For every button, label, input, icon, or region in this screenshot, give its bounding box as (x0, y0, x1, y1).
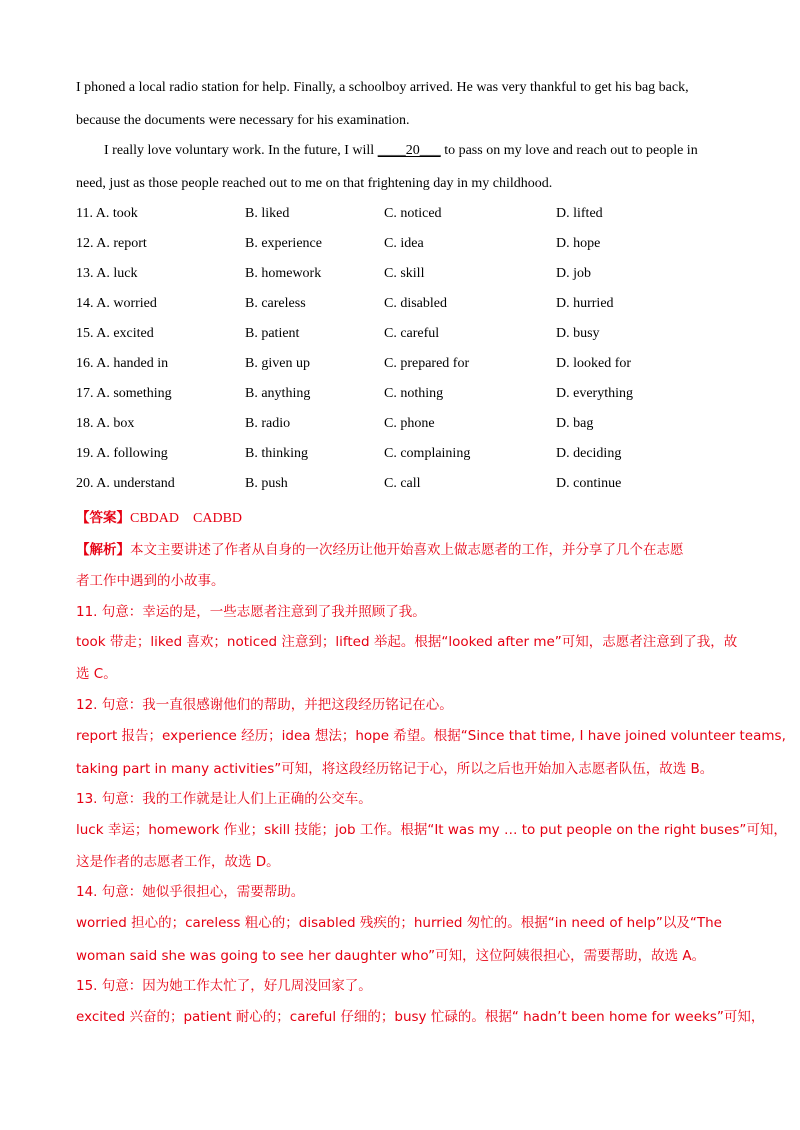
explanation-line: took 带走；liked 喜欢；noticed 注意到；lifted 举起。根据“looked after me”可知，志愿者注意到了我，故 (76, 634, 738, 650)
option-a: 20. A. understand (76, 476, 175, 491)
option-c: C. disabled (384, 296, 447, 311)
analysis-text: 本文主要讲述了作者从自身的一次经历让他开始喜欢上做志愿者的工作，并分享了几个在志愿 (130, 542, 684, 558)
option-d: D. hope (556, 236, 601, 251)
analysis-label: 【解析】 (76, 542, 130, 558)
question-row-17 (76, 386, 736, 404)
option-d: D. everything (556, 386, 633, 401)
option-b: B. anything (245, 386, 311, 401)
option-d: D. lifted (556, 206, 603, 221)
blank-20: ____20___ (377, 143, 441, 158)
option-a: 14. A. worried (76, 296, 157, 311)
explanation-line: worried 担心的；careless 粗心的；disabled 残疾的；hurried 匆忙的。根据“in need of help”以及“The (76, 915, 722, 931)
option-c: C. careful (384, 326, 440, 341)
option-c: C. phone (384, 416, 435, 431)
passage-line: because the documents were necessary for his examination. (76, 113, 410, 128)
explanation-line: report 报告；experience 经历；idea 想法；hope 希望。根据“Since that time, I have joined volunteer teams, (76, 728, 786, 744)
explanation-line: woman said she was going to see her daughter who”可知，这位阿姨很担心，需要帮助，故选 A。 (76, 948, 706, 964)
option-b: B. patient (245, 326, 300, 341)
question-row-18 (76, 416, 736, 434)
option-b: B. homework (245, 266, 322, 281)
option-b: B. radio (245, 416, 291, 431)
option-a: 15. A. excited (76, 326, 154, 341)
question-row-20 (76, 476, 736, 494)
option-a: 19. A. following (76, 446, 168, 461)
option-c: C. nothing (384, 386, 444, 401)
question-row-19 (76, 446, 736, 464)
option-c: C. noticed (384, 206, 442, 221)
passage-line-with-blank (104, 143, 698, 159)
passage-text: I really love voluntary work. In the future, I will (104, 143, 378, 158)
explanation-meaning: 14. 句意：她似乎很担心，需要帮助。 (76, 884, 305, 900)
answer-value: CBDAD CADBD (130, 511, 243, 526)
option-d: D. hurried (556, 296, 614, 311)
answer-line (76, 506, 242, 527)
option-b: B. given up (245, 356, 310, 371)
explanation-meaning: 13. 句意：我的工作就是让人们上正确的公交车。 (76, 791, 372, 807)
option-c: C. prepared for (384, 356, 470, 371)
analysis-line (76, 538, 684, 558)
option-d: D. bag (556, 416, 594, 431)
question-row-16 (76, 356, 736, 374)
option-a: 16. A. handed in (76, 356, 169, 371)
explanation-line: 选 C。 (76, 666, 117, 682)
explanation-line: 这是作者的志愿者工作，故选 D。 (76, 854, 280, 870)
option-c: C. skill (384, 266, 425, 281)
answer-label: 【答案】 (76, 510, 130, 526)
analysis-line: 者工作中遇到的小故事。 (76, 573, 225, 589)
explanation-line: excited 兴奋的；patient 耐心的；careful 仔细的；busy 忙碌的。根据“ hadn’t been home for weeks”可知， (76, 1009, 765, 1025)
question-row-12 (76, 236, 736, 254)
option-a: 17. A. something (76, 386, 172, 401)
question-row-15 (76, 326, 736, 344)
passage-text: to pass on my love and reach out to people in (440, 143, 698, 158)
question-row-11 (76, 206, 736, 224)
passage-line: need, just as those people reached out to me on that frightening day in my childhood. (76, 176, 553, 191)
option-b: B. careless (245, 296, 306, 311)
question-row-13 (76, 266, 736, 284)
explanation-meaning: 12. 句意：我一直很感谢他们的帮助，并把这段经历铭记在心。 (76, 697, 453, 713)
option-d: D. continue (556, 476, 622, 491)
option-c: C. complaining (384, 446, 471, 461)
passage-line: I phoned a local radio station for help. Finally, a schoolboy arrived. He was very thankful to get his bag back, (76, 80, 689, 95)
option-a: 11. A. took (76, 206, 138, 221)
option-c: C. call (384, 476, 421, 491)
explanation-meaning: 15. 句意：因为她工作太忙了，好几周没回家了。 (76, 978, 372, 994)
option-b: B. thinking (245, 446, 309, 461)
question-row-14 (76, 296, 736, 314)
option-d: D. job (556, 266, 591, 281)
option-d: D. busy (556, 326, 600, 341)
explanation-meaning: 11. 句意：幸运的是，一些志愿者注意到了我并照顾了我。 (76, 604, 426, 620)
explanation-line: luck 幸运；homework 作业；skill 技能；job 工作。根据“It was my … to put people on the right buses”可知， (76, 822, 787, 838)
option-c: C. idea (384, 236, 424, 251)
option-a: 12. A. report (76, 236, 147, 251)
explanation-line: taking part in many activities”可知，将这段经历铭记于心，所以之后也开始加入志愿者队伍，故选 B。 (76, 761, 714, 777)
option-b: B. experience (245, 236, 322, 251)
option-b: B. push (245, 476, 288, 491)
option-d: D. looked for (556, 356, 632, 371)
option-b: B. liked (245, 206, 290, 221)
option-a: 18. A. box (76, 416, 135, 431)
option-d: D. deciding (556, 446, 622, 461)
option-a: 13. A. luck (76, 266, 138, 281)
